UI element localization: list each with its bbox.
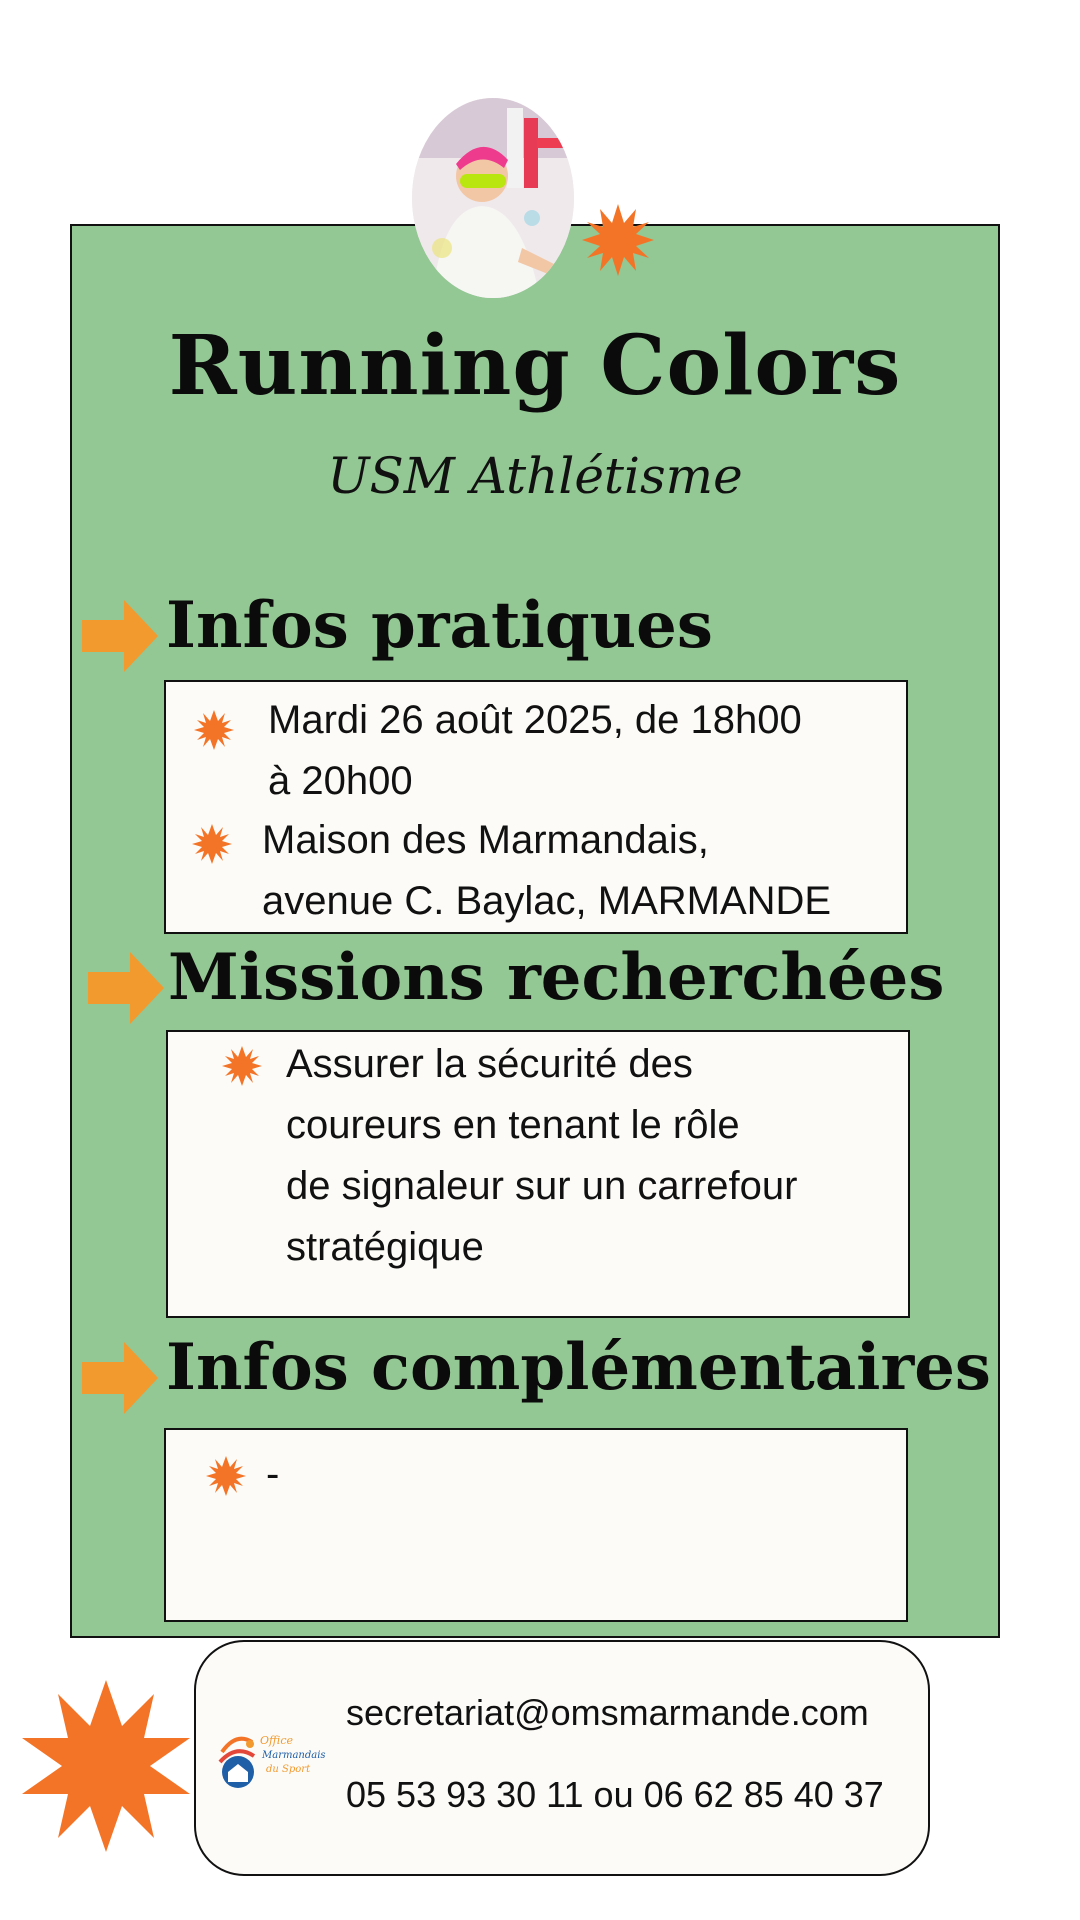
event-title: Running Colors <box>168 318 902 414</box>
event-subtitle: USM Athlétisme <box>327 447 743 505</box>
list-item <box>262 810 831 932</box>
starburst-icon <box>190 822 234 866</box>
contact-email[interactable]: secretariat@omsmarmande.com <box>346 1692 869 1733</box>
contact-card <box>194 1640 930 1876</box>
svg-text:Office: Office <box>260 1734 293 1747</box>
arrow-right-icon <box>88 952 164 1024</box>
item-line: coureurs en tenant le rôle <box>286 1103 740 1147</box>
event-photo <box>412 98 574 298</box>
arrow-right-icon <box>82 600 158 672</box>
section-heading-missions: Missions recherchées <box>168 940 945 1015</box>
oms-logo <box>216 1722 332 1796</box>
starburst-icon <box>204 1454 248 1498</box>
item-line: Mardi 26 août 2025, de 18h00 <box>268 698 802 742</box>
svg-text:du Sport: du Sport <box>266 1764 311 1775</box>
item-line: Maison des Marmandais, <box>262 818 709 862</box>
item-line: à 20h00 <box>268 759 413 803</box>
missions-box <box>166 1030 910 1318</box>
infos-complementaires-box <box>164 1428 908 1622</box>
item-line: - <box>266 1452 280 1496</box>
item-line: Assurer la sécurité des <box>286 1042 693 1086</box>
starburst-icon <box>18 1678 194 1854</box>
list-item <box>268 690 802 812</box>
section-heading-infos-pratiques: Infos pratiques <box>166 588 713 663</box>
starburst-icon <box>192 708 236 752</box>
starburst-icon <box>580 202 656 278</box>
list-item <box>286 1034 797 1278</box>
svg-text:Marmandais: Marmandais <box>262 1750 326 1761</box>
item-line: stratégique <box>286 1225 484 1269</box>
contact-phone[interactable]: 05 53 93 30 11 ou 06 62 85 40 37 <box>346 1774 884 1815</box>
infos-pratiques-box <box>164 680 908 934</box>
section-heading-infos-complementaires: Infos complémentaires <box>166 1330 991 1405</box>
item-line: avenue C. Baylac, MARMANDE <box>262 879 832 923</box>
arrow-right-icon <box>82 1342 158 1414</box>
starburst-icon <box>220 1044 264 1088</box>
item-line: de signaleur sur un carrefour <box>286 1164 798 1208</box>
list-item <box>266 1444 279 1505</box>
